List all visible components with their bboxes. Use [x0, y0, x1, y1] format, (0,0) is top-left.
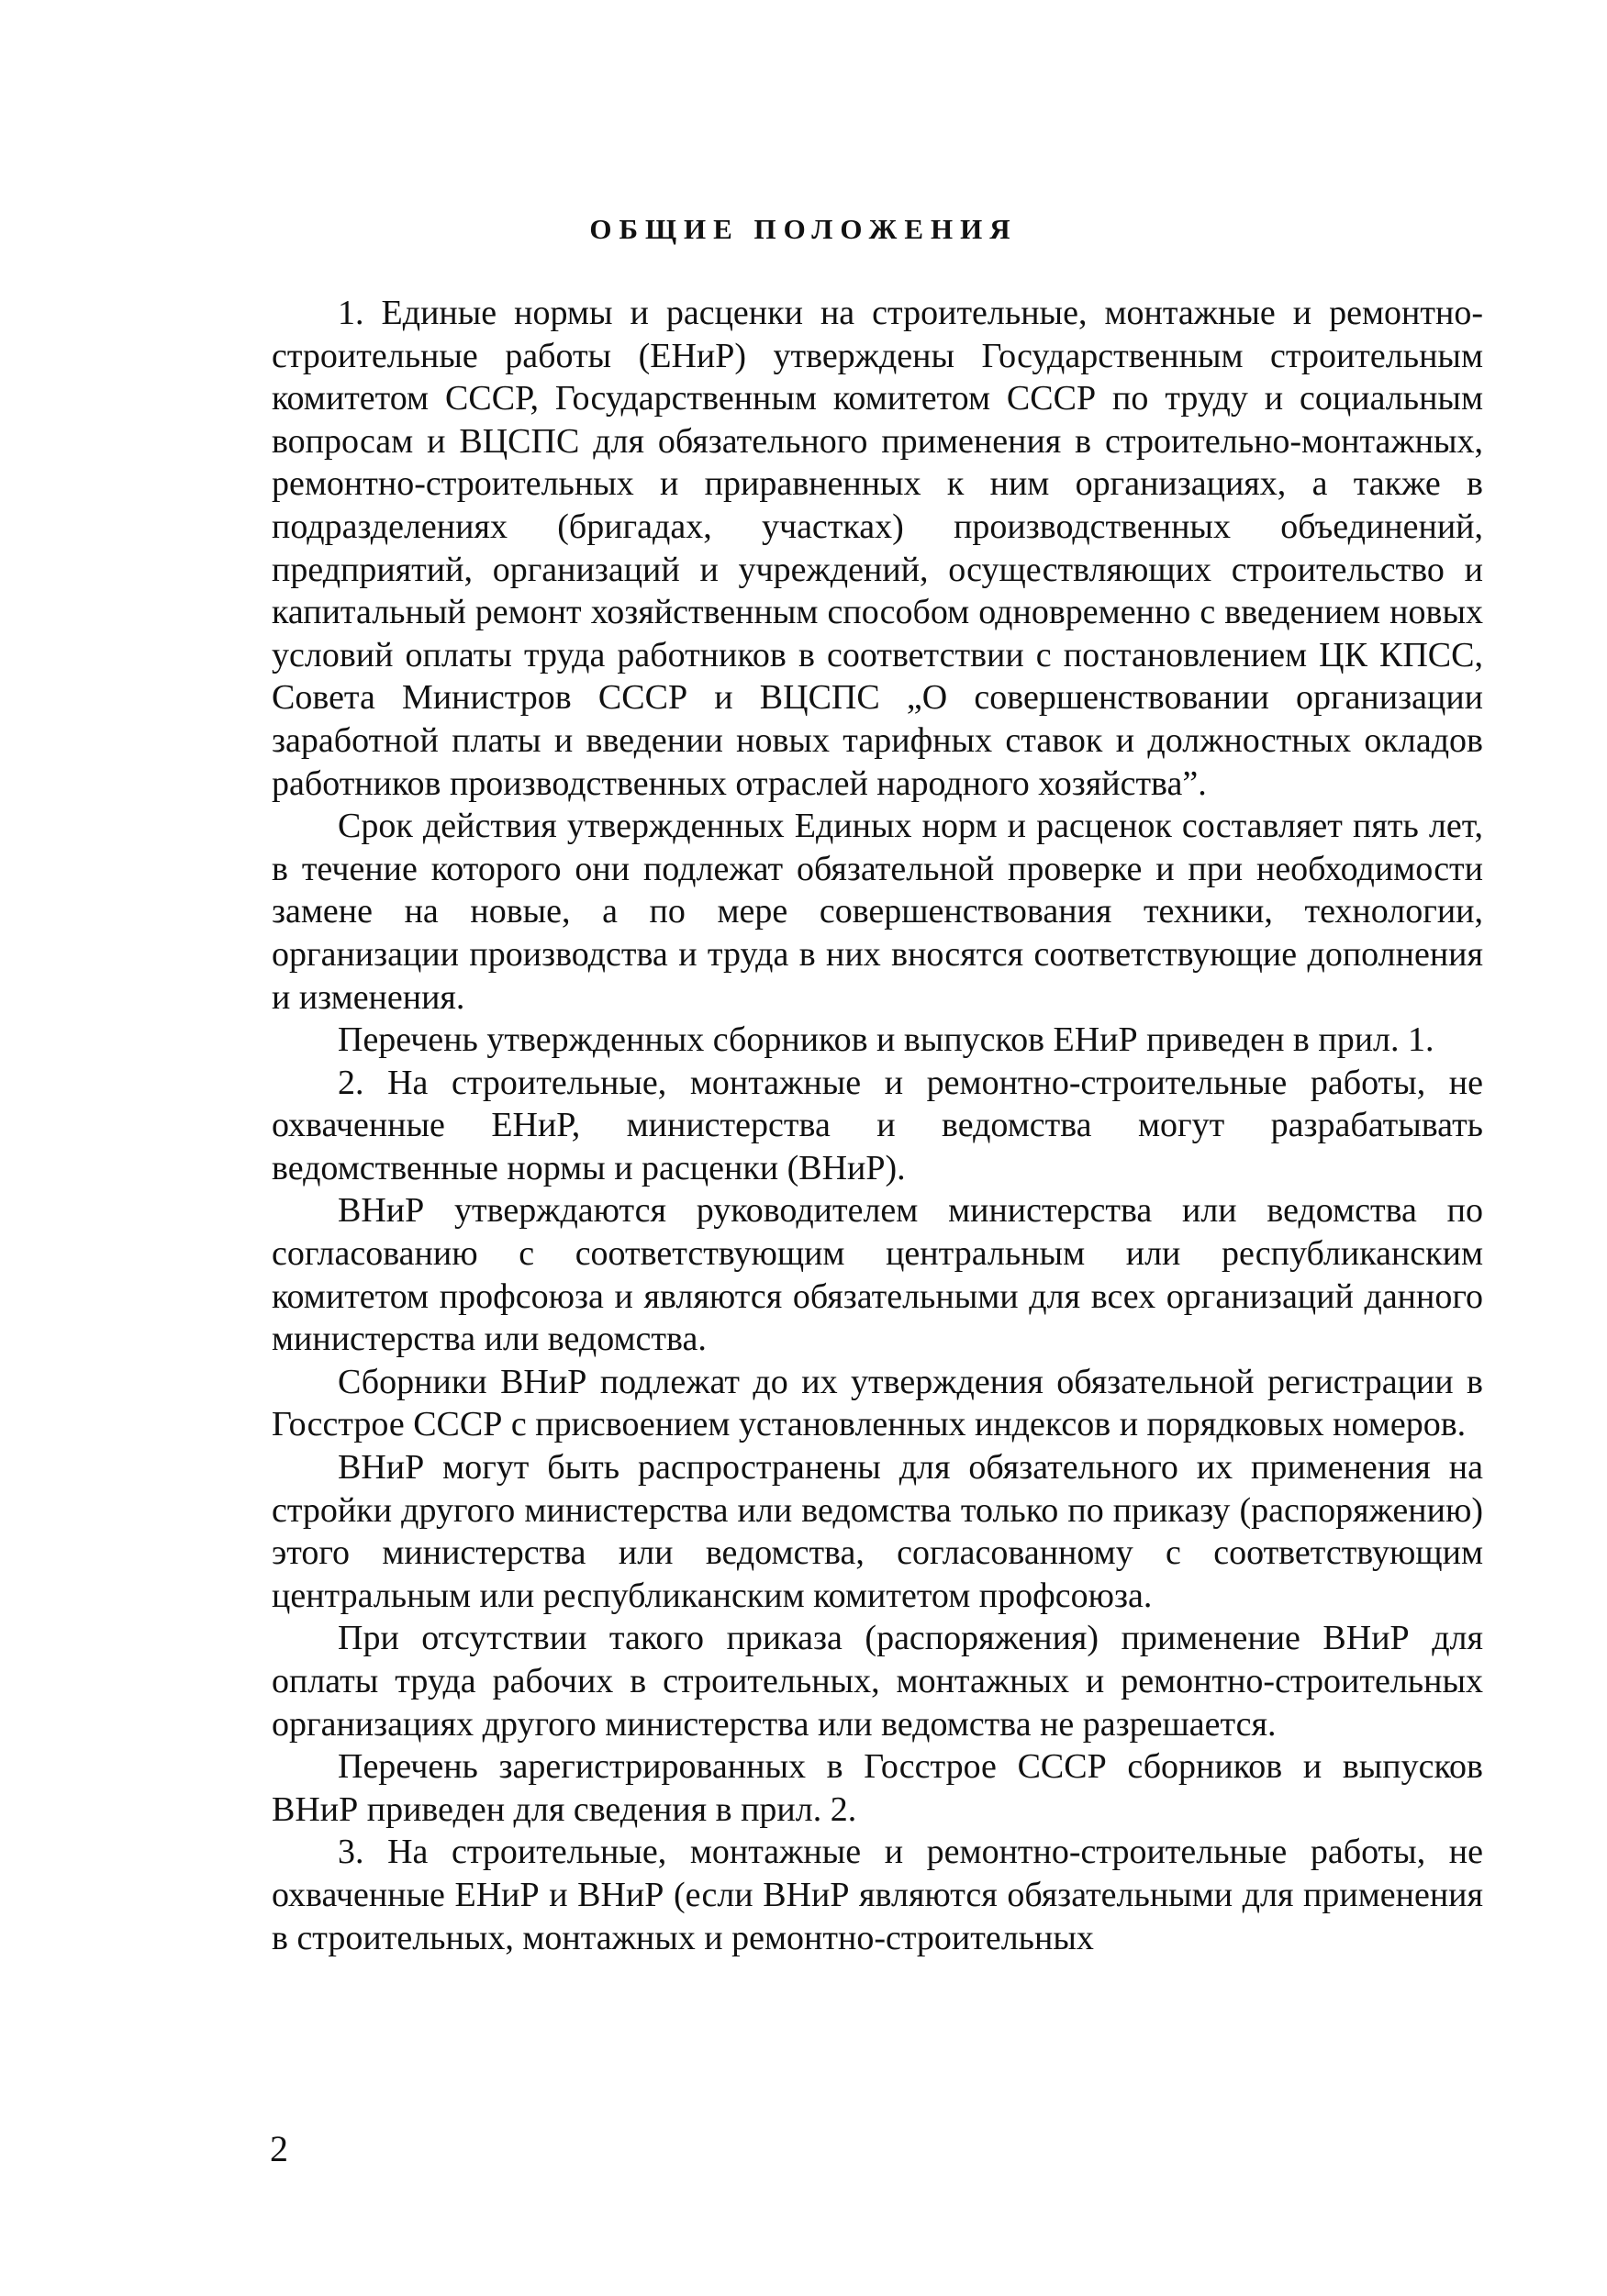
paragraph-7: ВНиР могут быть распространены для обязательного их применения на стройки другого министерства или ведомства только по приказу (распоряжению) этого министерства или ведомства, согласованному с соответствующим центральным или республиканским комитетом профсоюза.: [272, 1448, 1483, 1615]
paragraph-3: Перечень утвержденных сборников и выпусков ЕНиР приведен в прил. 1.: [338, 1020, 1434, 1060]
section-heading: ОБЩИЕ ПОЛОЖЕНИЯ: [589, 213, 1018, 245]
page-number: 2: [270, 2128, 288, 2169]
paragraph-6: Сборники ВНиР подлежат до их утверждения обязательной регистрации в Госстрое СССР с присвоением установленных индексов и порядковых номеров.: [272, 1362, 1483, 1444]
paragraph-8: При отсутствии такого приказа (распоряжения) применение ВНиР для оплаты труда рабочих в строительных, монтажных и ремонтно-строительных организациях другого министерства или ведомства не разрешается.: [272, 1619, 1483, 1744]
paragraph-2: Срок действия утвержденных Единых норм и расценок составляет пять лет, в течение которого они подлежат обязательной проверке и при необходимости замене на новые, а по мере совершенствования техники, технологии, организации производства и труда в них вносятся соответствующие дополнения и изменения.: [272, 807, 1483, 1017]
body-text: [272, 292, 1483, 1959]
paragraph-9: Перечень зарегистрированных в Госстрое СССР сборников и выпусков ВНиР приведен для сведения в прил. 2.: [272, 1747, 1483, 1829]
paragraph-1: 1. Единые нормы и расценки на строительные, монтажные и ремонтно-строительные работы (ЕНиР) утверждены Государственным строительным комитетом СССР, Государственным комитетом СССР по труду и социальным вопросам и ВЦСПС для обязательного применения в строительно-монтажных, ремонтно-строительных и приравненных к ним организациях, а также в подразделениях (бригадах, участках) производственных объединений, предприятий, организаций и учреждений, осуществляющих строительство и капитальный ремонт хозяйственным способом одновременно с введением новых условий оплаты труда работников в соответствии с постановлением ЦК КПСС, Совета Министров СССР и ВЦСПС „О совершенствовании организации заработной платы и введении новых тарифных ставок и должностных окладов работников производственных отраслей народного хозяйства”.: [272, 294, 1483, 803]
paragraph-10: 3. На строительные, монтажные и ремонтно-строительные работы, не охваченные ЕНиР и ВНиР (если ВНиР являются обязательными для применения в строительных, монтажных и ремонтно-строительных: [272, 1833, 1483, 1957]
paragraph-5: ВНиР утверждаются руководителем министерства или ведомства по согласованию с соответствующим центральным или республиканским комитетом профсоюза и являются обязательными для всех организаций данного министерства или ведомства.: [272, 1191, 1483, 1359]
paragraph-4: 2. На строительные, монтажные и ремонтно-строительные работы, не охваченные ЕНиР, министерства и ведомства могут разрабатывать ведомственные нормы и расценки (ВНиР).: [272, 1063, 1483, 1187]
